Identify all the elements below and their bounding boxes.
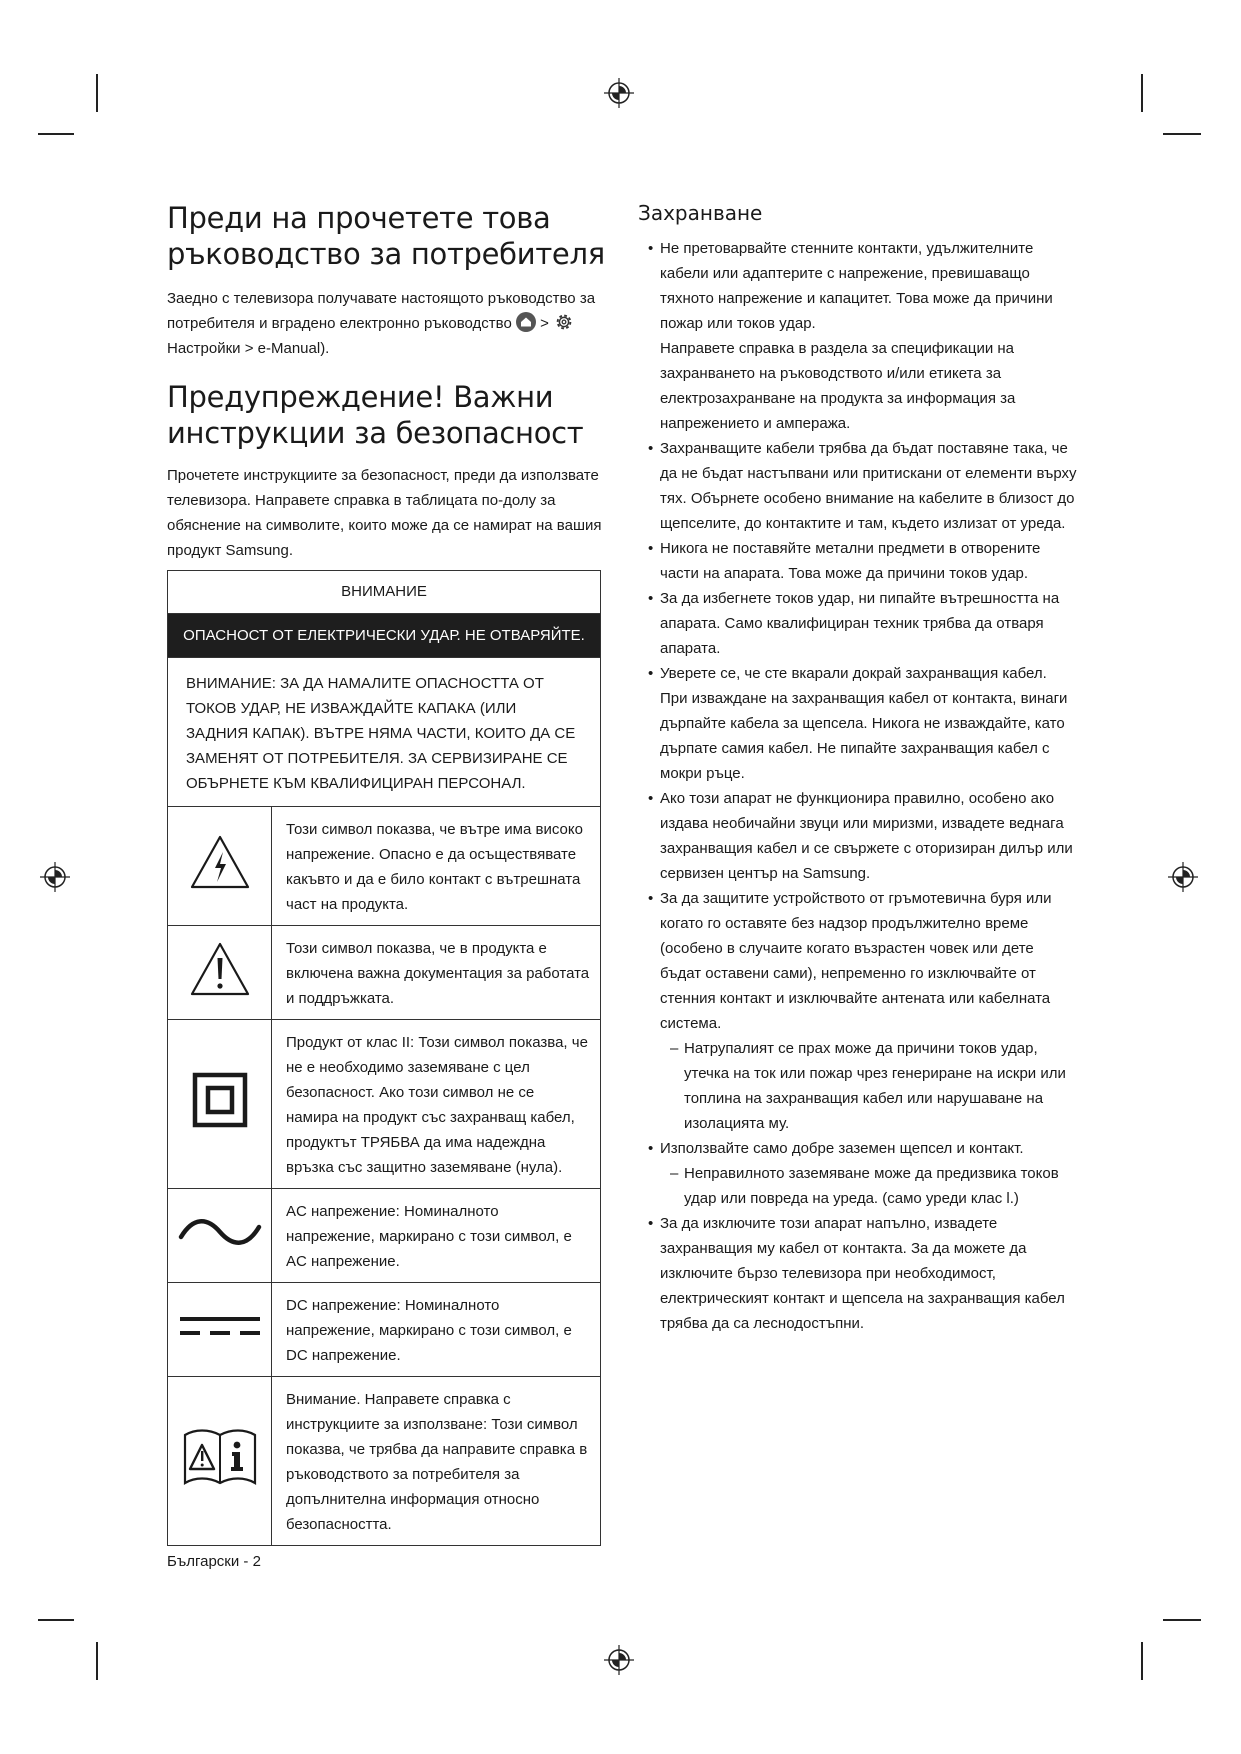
list-item-text: Уверете се, че сте вкарали докрай захранващия кабел.	[660, 665, 1047, 682]
registration-mark-icon	[1168, 862, 1198, 892]
section-title-safety: Предупреждение! Важни инструкции за безопасност	[167, 380, 584, 450]
list-item	[638, 786, 1078, 886]
list-item-text: Ако този апарат не функционира правилно, особено ако издава необичайни звуци или миризми, извадете веднага захранващия кабел и се свържете с оторизиран дилър или сервизен център на Samsung.	[660, 790, 1073, 882]
dc-voltage-icon	[177, 1311, 263, 1341]
table-row	[168, 1377, 601, 1546]
table-header: ВНИМАНИЕ	[168, 571, 601, 614]
list-subitem-text: Натрупалият се прах може да причини токов удар, утечка на ток или пожар чрез генериране на искри или топлина на захранващия кабел или нарушаване на изолацията му.	[684, 1040, 1066, 1132]
crop-mark	[1141, 1642, 1143, 1680]
table-row	[168, 1283, 601, 1377]
list-subitem	[638, 1161, 1078, 1211]
menu-separator: >	[535, 315, 554, 332]
symbol-description: Този символ показва, че вътре има високо напрежение. Опасно е да осъществявате какъвто и да е било контакт с вътрешната част на продукта.	[272, 807, 601, 926]
dash: –	[670, 1040, 679, 1057]
list-item-note: Направете справка в раздела за спецификации на захранването на ръководството и/или етикета за електрозахранване на продукта за информация за напрежението и ампеража.	[660, 340, 1016, 432]
list-item	[638, 886, 1078, 1036]
section-title-power: Захранване	[638, 201, 763, 225]
bullet: •	[648, 665, 654, 682]
left-column	[167, 200, 605, 563]
gear-icon	[553, 311, 575, 333]
registration-mark-icon	[604, 78, 634, 108]
list-item-text: Захранващите кабели трябва да бъдат поставяне така, че да не бъдат настъпвани или притискани от елементи върху тях. Обърнете особено внимание на кабелите в близост до щепселите, до контактите и там, където излизат от уреда.	[660, 440, 1077, 532]
table-row	[168, 807, 601, 926]
high-voltage-icon	[189, 834, 251, 890]
crop-mark	[1141, 74, 1143, 112]
bullet: •	[648, 590, 654, 607]
symbol-description: Продукт от клас II: Този символ показва, че не е необходимо заземяване с цел безопасност. Ако този символ не се намира на продукт със захранващ кабел, продуктът ТРЯБВА да има надеждна връзка със защитно заземяване (нула).	[272, 1020, 601, 1189]
dash: –	[670, 1165, 679, 1182]
intro-text: Заедно с телевизора получавате настоящото ръководство за потребителя и вградено електронно ръководство	[167, 290, 596, 332]
page-footer: Български - 2	[167, 1553, 261, 1570]
exclamation-triangle-icon	[189, 941, 251, 997]
list-item	[638, 1211, 1078, 1336]
safety-symbols-table	[167, 570, 601, 1546]
list-item-text: За да защитите устройството от гръмотевична буря или когато го оставяте без надзор продължително време (особено в случаите когато възрастен човек или дете бъдат оставени сами), непременно го изключвайте от стенния контакт и изключвайте антената или кабелната система.	[660, 890, 1052, 1032]
list-item	[638, 536, 1078, 586]
list-subitem-text: Неправилното заземяване може да предизвика токов удар или повреда на уреда. (само уреди клас l.)	[684, 1165, 1059, 1207]
list-item	[638, 586, 1078, 661]
list-item-text: Никога не поставяйте метални предмети в отворените части на апарата. Това може да причини токов удар.	[660, 540, 1041, 582]
list-item-text: Не претоварвайте стенните контакти, удължителните кабели или адаптерите с напрежение, превишаващо тяхното напрежение и капацитет. Това може да причини пожар или токов удар.	[660, 240, 1053, 332]
class-ii-icon	[190, 1070, 250, 1130]
list-item	[638, 436, 1078, 536]
bullet: •	[648, 1140, 654, 1157]
crop-mark	[38, 1619, 74, 1621]
crop-mark	[96, 74, 98, 112]
bullet: •	[648, 1215, 654, 1232]
bullet: •	[648, 540, 654, 557]
list-item-note: При изваждане на захранващия кабел от контакта, винаги дърпайте кабела за щепсела. Никога не изваждайте, като дърпате самия кабел. Не пипайте захранващия кабел с мокри ръце.	[660, 690, 1068, 782]
bullet: •	[648, 890, 654, 907]
safety-intro: Прочетете инструкциите за безопасност, преди да използвате телевизора. Направете справка в таблицата по-долу за обяснение на символите, които може да се намират на вашия продукт Samsung.	[167, 467, 602, 559]
bullet: •	[648, 240, 654, 257]
table-row	[168, 926, 601, 1020]
table-row	[168, 1189, 601, 1283]
symbol-description: DC напрежение: Номиналното напрежение, маркирано с този символ, е DC напрежение.	[272, 1283, 601, 1377]
symbol-description: Внимание. Направете справка с инструкциите за използване: Този символ показва, че трябва да направите справка в ръководството за потребителя за допълнителна информация относно безопасността.	[272, 1377, 601, 1546]
bullet: •	[648, 440, 654, 457]
list-item	[638, 236, 1078, 436]
crop-mark	[1163, 1619, 1201, 1621]
crop-mark	[38, 133, 74, 135]
settings-menu-label: Настройки	[167, 340, 241, 357]
list-item-text: Използвайте само добре заземен щепсел и контакт.	[660, 1140, 1024, 1157]
right-column	[638, 200, 1078, 1336]
list-item-text: За да избегнете токов удар, ни пипайте вътрешността на апарата. Само квалифициран техник трябва да отваря апарата.	[660, 590, 1060, 657]
ac-voltage-icon	[177, 1215, 263, 1249]
registration-mark-icon	[40, 862, 70, 892]
list-subitem	[638, 1036, 1078, 1136]
page-title: Преди на прочетете това ръководство за потребителя	[167, 201, 605, 271]
power-bullet-list-cont	[638, 1136, 1078, 1161]
home-icon	[516, 312, 536, 332]
registration-mark-icon	[604, 1645, 634, 1675]
table-row	[168, 1020, 601, 1189]
symbol-description: AC напрежение: Номиналното напрежение, маркирано с този символ, е AC напрежение.	[272, 1189, 601, 1283]
symbol-description: Този символ показва, че в продукта е включена важна документация за работата и поддръжката.	[272, 926, 601, 1020]
list-item	[638, 1136, 1078, 1161]
power-bullet-list	[638, 236, 1078, 1036]
table-dark-header: ОПАСНОСТ ОТ ЕЛЕКТРИЧЕСКИ УДАР. НЕ ОТВАРЯЙТЕ.	[168, 614, 601, 658]
bullet: •	[648, 790, 654, 807]
consult-instructions-icon	[181, 1425, 259, 1489]
emanual-menu-label: > e-Manual).	[240, 340, 330, 357]
list-item	[638, 661, 1078, 786]
intro-paragraph	[167, 286, 605, 361]
crop-mark	[96, 1642, 98, 1680]
power-bullet-list-end	[638, 1211, 1078, 1336]
crop-mark	[1163, 133, 1201, 135]
table-caution-text: ВНИМАНИЕ: ЗА ДА НАМАЛИТЕ ОПАСНОСТТА ОТ ТОКОВ УДАР, НЕ ИЗВАЖДАЙТЕ КАПАКА (ИЛИ ЗАДНИЯ КАПАК). ВЪТРЕ НЯМА ЧАСТИ, КОИТО ДА СЕ ЗАМЕНЯТ ОТ ПОТРЕБИТЕЛЯ. ЗА СЕРВИЗИРАНЕ СЕ ОБЪРНЕТЕ КЪМ КВАЛИФИЦИРАН ПЕРСОНАЛ.	[168, 658, 601, 807]
list-item-text: За да изключите този апарат напълно, извадете захранващия му кабел от контакта. За да можете да изключите бързо телевизора при необходимост, електрическият контакт и щепсела на захранващия кабел трябва да са леснодостъпни.	[660, 1215, 1065, 1332]
